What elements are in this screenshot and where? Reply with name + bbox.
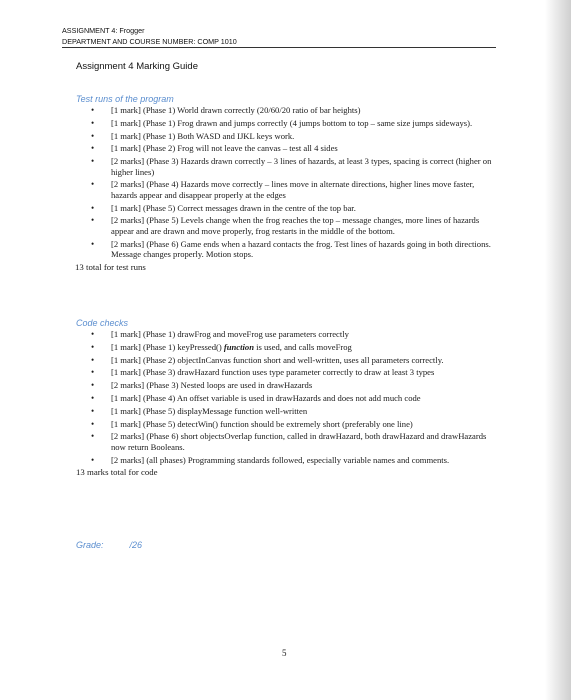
list-item: • [1 mark] (Phase 5) detectWin() function should be extremely short (preferably one line) bbox=[91, 418, 413, 429]
bullet-icon: • bbox=[91, 329, 95, 339]
test-runs-section bbox=[76, 93, 496, 273]
test-runs-list bbox=[76, 105, 496, 259]
list-item: • [1 mark] (Phase 5) Correct messages drawn in the centre of the top bar. bbox=[91, 202, 356, 213]
bullet-icon: • bbox=[91, 431, 95, 442]
list-item: • [2 marks] (Phase 5) Levels change when the frog reaches the top – message changes, more lines of hazards appear and are drawn and move properly, frog restarts in the middle of the bottom. bbox=[91, 215, 480, 236]
bullet-icon: • bbox=[91, 117, 95, 128]
bullet-icon: • bbox=[91, 215, 95, 226]
bullet-icon: • bbox=[91, 367, 95, 378]
grade-line bbox=[76, 540, 142, 550]
code-checks-heading: Code checks bbox=[76, 318, 129, 328]
list-item: • [2 marks] (Phase 3) Hazards drawn correctly – 3 lines of hazards, at least 3 types, spacing is correct (higher on higher lines) bbox=[91, 156, 492, 177]
list-item: • [1 mark] (Phase 2) Frog will not leave the canvas – test all 4 sides bbox=[91, 143, 338, 154]
list-item: • [1 mark] (Phase 4) An offset variable is used in drawHazards and does not add much code bbox=[91, 392, 421, 403]
list-item: • [2 marks] (Phase 3) Nested loops are used in drawHazards bbox=[91, 380, 313, 391]
bullet-icon: • bbox=[91, 418, 95, 429]
bullet-icon: • bbox=[91, 341, 95, 352]
bullet-icon: • bbox=[91, 392, 95, 403]
list-item: • [1 mark] (Phase 1) keyPressed() function is used, and calls moveFrog bbox=[91, 341, 352, 352]
test-runs-heading: Test runs of the program bbox=[76, 94, 174, 104]
bullet-icon: • bbox=[91, 179, 95, 190]
list-item: • [1 mark] (Phase 1) Both WASD and IJKL keys work. bbox=[91, 130, 295, 141]
header-divider bbox=[62, 47, 496, 48]
grade-value: /26 bbox=[129, 540, 143, 550]
bullet-icon: • bbox=[91, 238, 95, 249]
test-runs-total: 13 total for test runs bbox=[75, 261, 146, 272]
function-keyword: function bbox=[223, 341, 254, 352]
list-item: • [1 mark] (Phase 3) drawHazard function uses type parameter correctly to draw at least 3 types bbox=[91, 367, 435, 378]
bullet-icon: • bbox=[91, 130, 95, 141]
list-item: • [1 mark] (Phase 5) displayMessage function well-written bbox=[91, 405, 308, 416]
bullet-icon: • bbox=[91, 202, 95, 213]
page-header bbox=[62, 25, 495, 47]
list-item: • [2 marks] (Phase 4) Hazards move correctly – lines move in alternate directions, higher lines move faster, hazards appear and disappear properly at the edges bbox=[91, 179, 475, 200]
bullet-icon: • bbox=[91, 143, 95, 154]
bullet-icon: • bbox=[91, 105, 95, 115]
bullet-icon: • bbox=[91, 156, 95, 167]
grade-label: Grade: bbox=[76, 540, 104, 550]
page-number: 5 bbox=[282, 648, 287, 658]
page-title: Assignment 4 Marking Guide bbox=[76, 61, 198, 72]
list-item: • [2 marks] (Phase 6) short objectsOverlap function, called in drawHazard, both drawHazard and drawHazards now return Booleans. bbox=[91, 431, 487, 452]
bullet-icon: • bbox=[91, 380, 95, 391]
bullet-icon: • bbox=[91, 454, 95, 465]
list-item: • [2 marks] (Phase 6) Game ends when a hazard contacts the frog. Test lines of hazards going in both directions. Message changes properly. Motion stops. bbox=[91, 238, 491, 259]
code-checks-total: 13 marks total for code bbox=[76, 467, 158, 478]
list-item: • [1 mark] (Phase 1) Frog drawn and jumps correctly (4 jumps bottom to top – same size jumps sideways). bbox=[91, 117, 473, 128]
assignment-name: ASSIGNMENT 4: Frogger bbox=[62, 26, 145, 35]
list-item: • [1 mark] (Phase 1) drawFrog and moveFrog use parameters correctly bbox=[91, 329, 349, 339]
code-checks-list bbox=[76, 329, 496, 465]
list-item: • [1 mark] (Phase 1) World drawn correctly (20/60/20 ratio of bar heights) bbox=[91, 105, 361, 115]
list-item: • [1 mark] (Phase 2) objectInCanvas function short and well-written, uses all parameters correctly. bbox=[91, 354, 444, 365]
code-checks-section bbox=[76, 317, 496, 478]
page-edge-shadow bbox=[545, 0, 571, 700]
list-item: • [2 marks] (all phases) Programming standards followed, especially variable names and comments. bbox=[91, 454, 450, 465]
bullet-icon: • bbox=[91, 405, 95, 416]
bullet-icon: • bbox=[91, 354, 95, 365]
department-course: DEPARTMENT AND COURSE NUMBER: COMP 1010 bbox=[62, 37, 237, 46]
